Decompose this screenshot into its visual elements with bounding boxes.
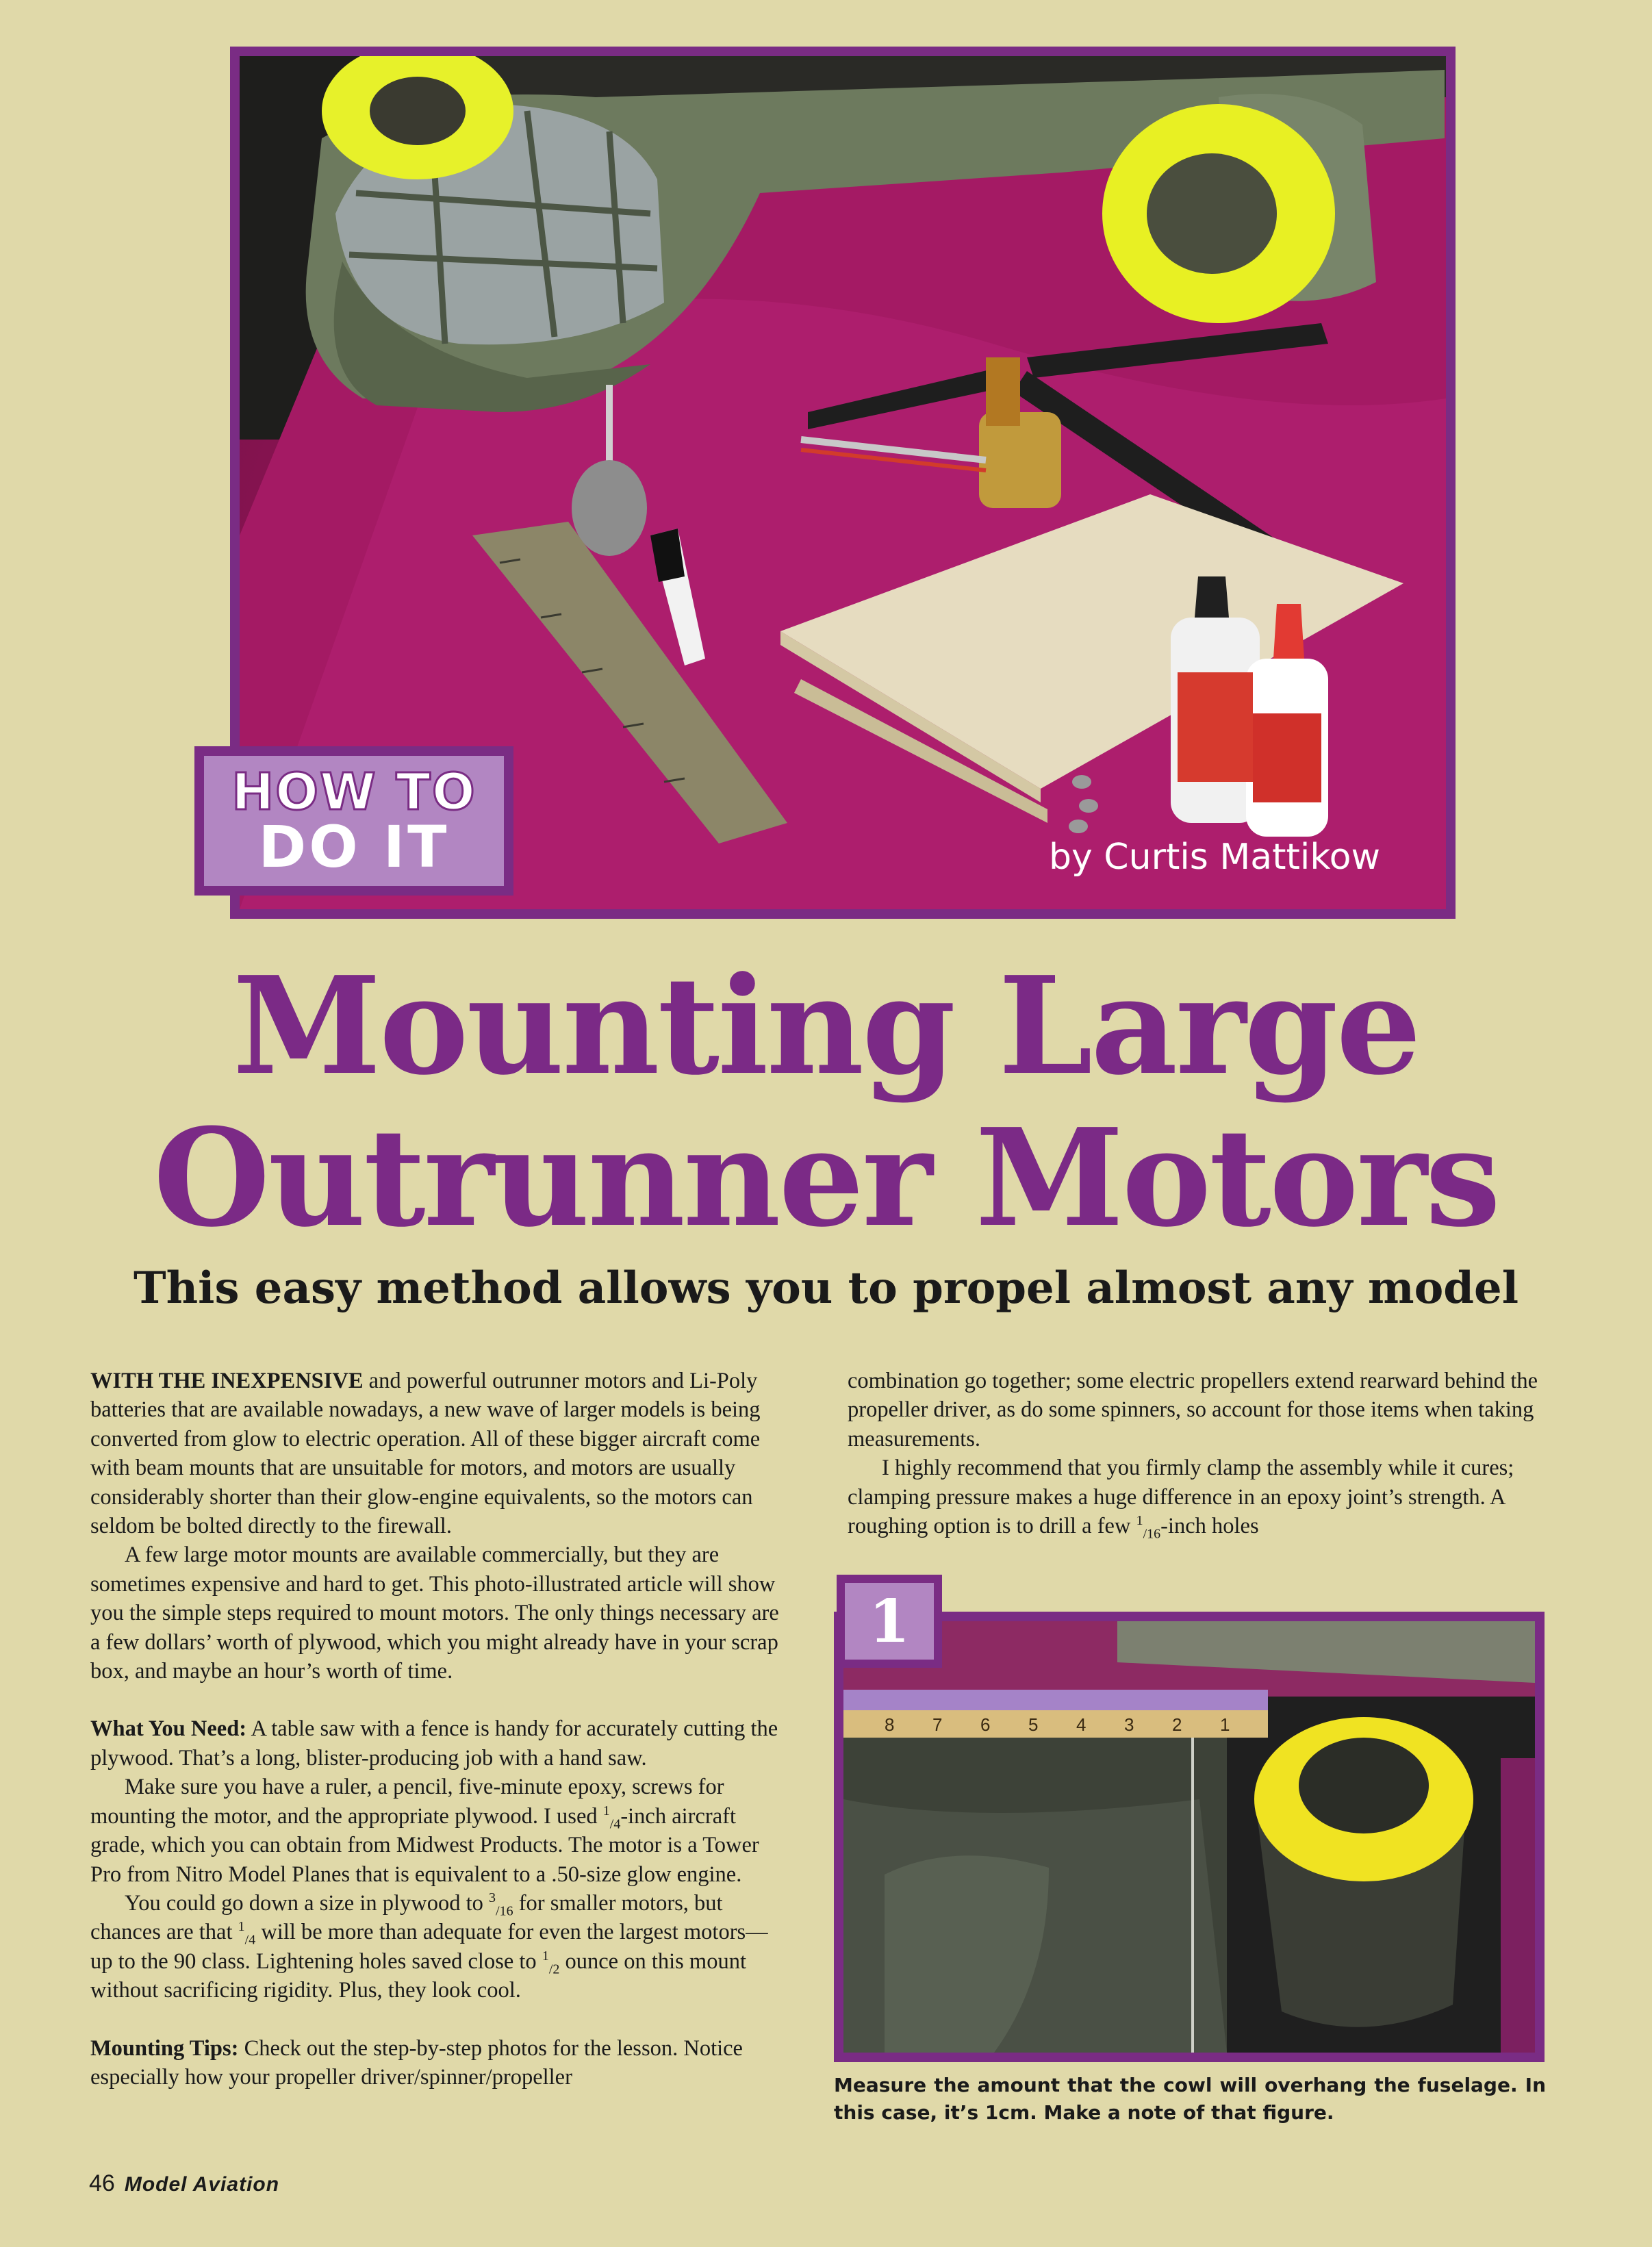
fraction-denominator: /16 — [496, 1903, 513, 1919]
article-headline — [0, 948, 1652, 1257]
paragraph-intro — [90, 1367, 789, 1540]
paragraph-mounting-tips — [90, 2034, 789, 2092]
figure-number: 1 — [845, 1583, 934, 1660]
paragraph-text: -inch aircraft grade, which you can obtain from Midwest Products. The motor is a Tower Pro from Nitro Model Planes that is equivalent to a .50-size glow engine. — [90, 1803, 759, 1887]
paragraph-what-you-need — [90, 1714, 789, 1773]
fraction-numerator: 3 — [489, 1890, 496, 1906]
ruler-mark: 7 — [932, 1714, 943, 1735]
ruler-mark: 2 — [1172, 1714, 1182, 1735]
paragraph-text: I highly recommend that you firmly clamp the assembly while it cures; clamping pressure makes a huge difference in an epoxy joint’s strength. A roughing option is to drill a few — [848, 1456, 1514, 1539]
ruler-mark: 4 — [1076, 1714, 1086, 1735]
author-byline: by Curtis Mattikow — [1049, 837, 1380, 878]
headline-line-2: Outrunner Motors — [153, 1100, 1499, 1257]
fraction-numerator: 1 — [542, 1948, 549, 1964]
paragraph — [90, 1773, 789, 1889]
body-column-1 — [90, 1367, 789, 2092]
how-to-do-it-badge — [194, 746, 513, 896]
figure-1-photo — [843, 1621, 1535, 2053]
ruler-mark: 5 — [1028, 1714, 1039, 1735]
fraction-numerator: 1 — [1136, 1513, 1143, 1529]
page-number: 46 — [89, 2170, 115, 2196]
body-column-2 — [848, 1367, 1546, 1540]
fraction-denominator: /4 — [244, 1932, 256, 1948]
paragraph-text: for smaller motors, but chances are that — [90, 1890, 723, 1945]
lead-in: WITH THE INEXPENSIVE — [90, 1369, 364, 1393]
paragraph: A few large motor mounts are available commercially, but they are sometimes expensive and hard to get. This photo-illustrated article will show you the simple steps required to mount motors. The only things necessary are a few dollars’ worth of plywood, which you might already have in your scrap box, and maybe an hour’s worth of time. — [90, 1543, 779, 1684]
headline-line-1: Mounting Large — [232, 948, 1420, 1105]
paragraph-text: Make sure you have a ruler, a pencil, five-minute epoxy, screws for mounting the motor, and the appropriate plywood. I used — [90, 1775, 724, 1829]
ruler-mark: 6 — [980, 1714, 991, 1735]
paragraph-text: and powerful outrunner motors and Li-Poly batteries that are available nowadays, a new wave of larger models is being converted from glow to electric operation. All of these bigger aircraft come with beam mounts that are unsuitable for motors, and motors are usually considerably shorter than their glow-engine equivalents, so the motors can seldom be bolted directly to the firewall. — [90, 1369, 761, 1539]
paragraph: combination go together; some electric propellers extend rearward behind the propeller driver, as do some spinners, so account for those items when taking measurements. — [848, 1369, 1538, 1451]
paragraph-text: You could go down a size in plywood to — [125, 1890, 490, 1916]
figure-1-illustration — [843, 1621, 1535, 2053]
fraction-denominator: /4 — [609, 1816, 621, 1832]
ruler-mark: 3 — [1124, 1714, 1134, 1735]
figure-1-caption: Measure the amount that the cowl will overhang the fuselage. In this case, it’s 1cm. Make a note of that figure. — [834, 2074, 1546, 2124]
paragraph-text: -inch holes — [1160, 1514, 1259, 1539]
page-folio — [89, 2170, 279, 2197]
badge-line-1: HOW TO — [231, 763, 476, 822]
fraction-denominator: /2 — [548, 1962, 560, 1977]
paragraph-text: ounce on this mount without sacrificing rigidity. Plus, they look cool. — [90, 1948, 746, 2003]
paragraph-text: A table saw with a fence is handy for accurately cutting the plywood. That’s a long, blister-producing job with a hand saw. — [90, 1716, 778, 1770]
badge-line-2: DO IT — [258, 813, 450, 880]
paragraph-text: will be more than adequate for even the largest motors—up to the 90 class. Lightening holes saved close to — [90, 1920, 768, 1974]
figure-1-number-badge — [837, 1575, 942, 1668]
ruler-mark: 8 — [885, 1714, 895, 1735]
figure-1-frame — [834, 1612, 1545, 2062]
paragraph — [848, 1453, 1546, 1540]
fraction-numerator: 1 — [602, 1803, 610, 1818]
paragraph-text: Check out the step-by-step photos for the lesson. Notice especially how your propeller driver/spinner/propeller — [90, 2035, 743, 2090]
fraction-denominator: /16 — [1143, 1526, 1161, 1542]
how-to-do-it-badge-inner — [204, 756, 504, 886]
subhead: Mounting Tips: — [90, 2035, 239, 2061]
article-subtitle: This easy method allows you to propel almost any model — [133, 1262, 1519, 1314]
fraction-numerator: 1 — [238, 1919, 245, 1935]
paragraph — [90, 1889, 789, 2005]
ruler-mark: 1 — [1220, 1714, 1230, 1735]
subhead: What You Need: — [90, 1716, 247, 1742]
magazine-name: Model Aviation — [124, 2173, 280, 2196]
